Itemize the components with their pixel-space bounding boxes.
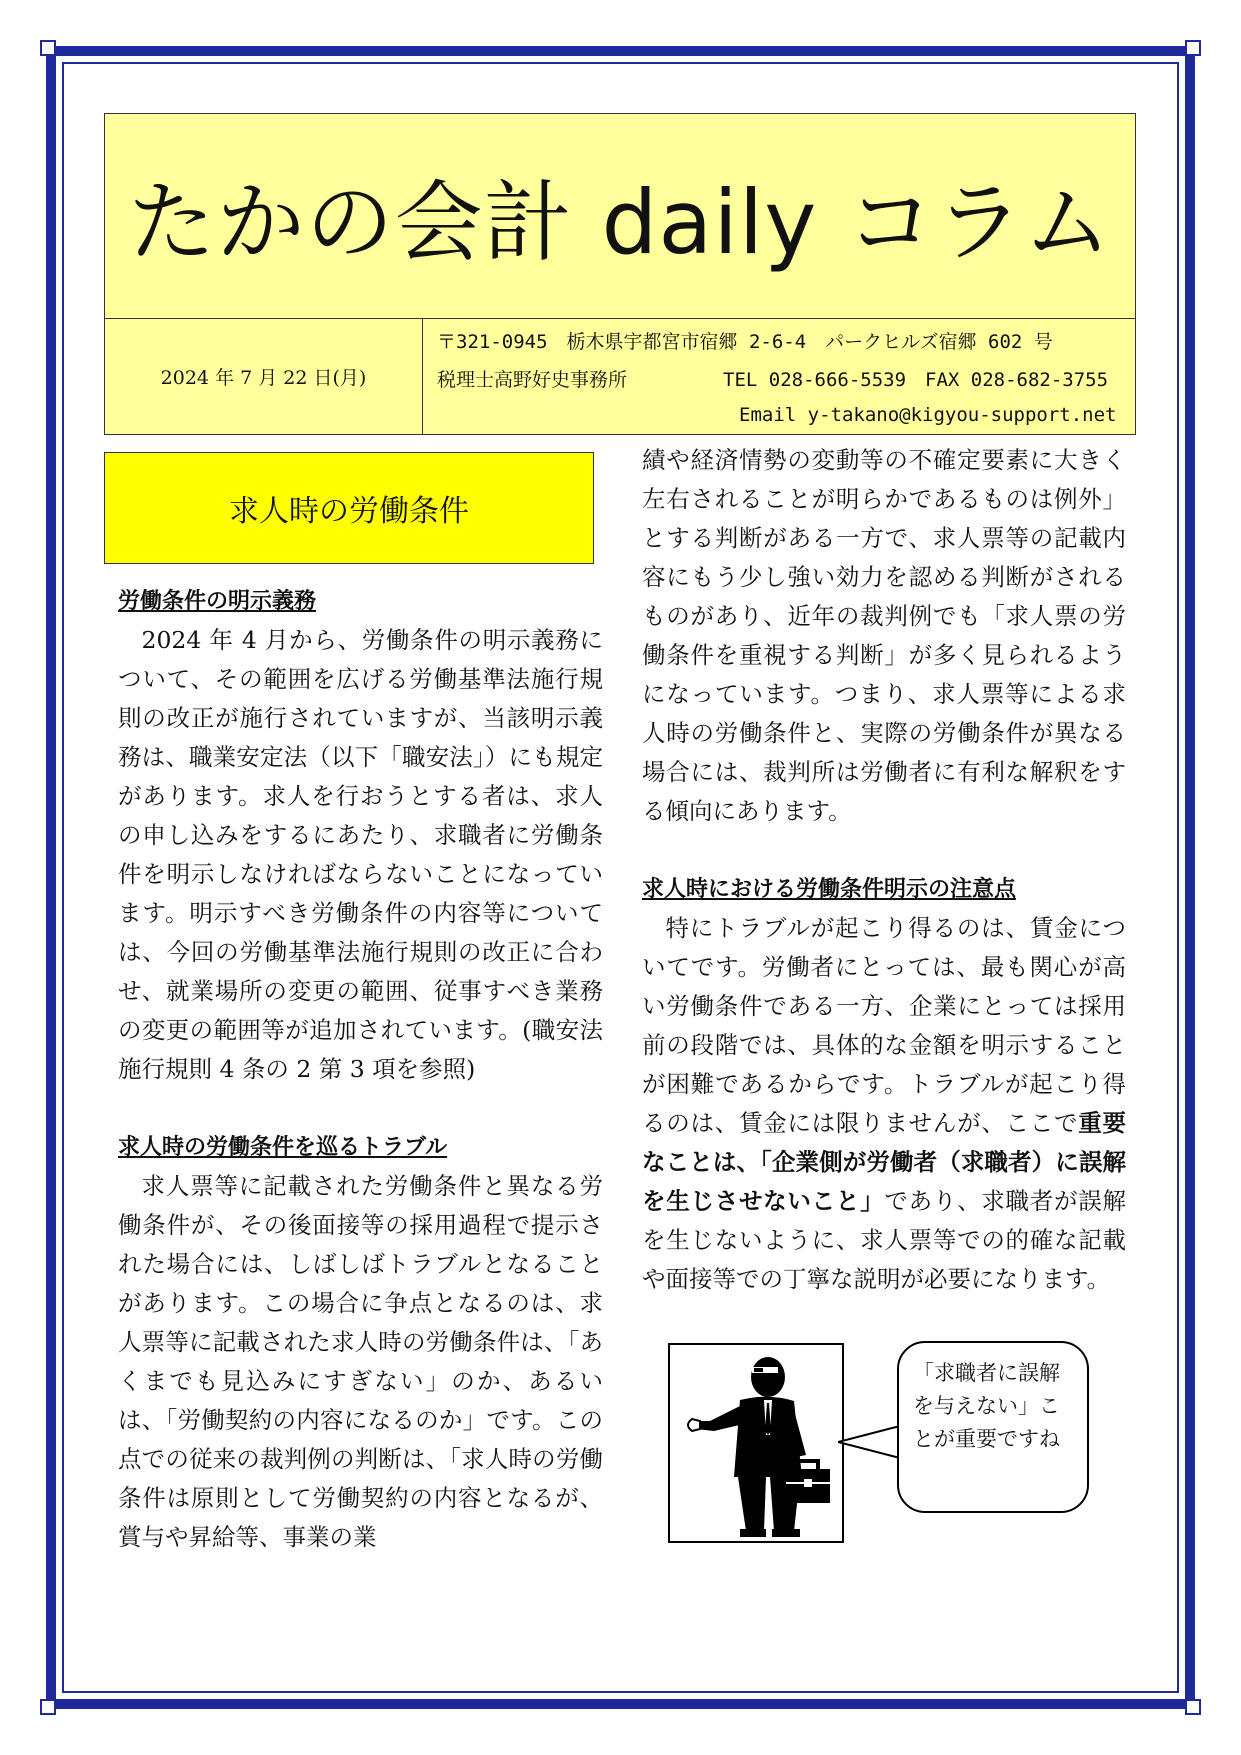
office-phone-fax: TEL 028-666-5539 FAX 028-682-3755: [723, 369, 1109, 391]
masthead-title: たかの会計 daily コラム: [105, 114, 1135, 319]
frame-corner-top-left: [40, 40, 56, 56]
section-heading-caution: 求人時における労働条件明示の注意点: [642, 877, 1017, 902]
frame-corner-top-right: [1185, 40, 1201, 56]
section-text-caution: [642, 909, 1126, 1299]
section-text-trouble-part1: 求人票等に記載された労働条件と異なる労働条件が、その後面接等の採用過程で提示された場合には、しばしばトラブルとなることがあります。この場合に争点となるのは、求人票等に記載された求人時の労働条件は、「あくまでも見込みにすぎない」のか、あるいは、「労働契約の内容になるのか」です。この点での従来の裁判例の判断は、「求人時の労働条件は原則として労働契約の内容となるが、賞与や昇給等、事業の業: [118, 1172, 603, 1551]
businessman-icon: [670, 1345, 842, 1541]
office-name: 税理士高野好史事務所: [437, 369, 628, 391]
office-contact: [423, 319, 1135, 434]
section-heading-disclosure-duty: 労働条件の明示義務: [118, 589, 317, 614]
speech-bubble-tail: [838, 1422, 902, 1462]
caution-text-b: であり、求職者が誤解を生じないように、求人票等での的確な記載や面接等での丁寧な説明が必要になります。: [642, 1187, 1127, 1293]
office-address: 〒321-0945 栃木県宇都宮市宿郷 2-6-4 パークヒルズ宿郷 602 号: [437, 331, 1053, 353]
column-right: [642, 441, 1126, 1299]
column-left: [118, 582, 603, 1557]
caution-text-emphasis: 重要なことは、「企業側が労働者（求職者）に誤解を生じさせないこと」: [642, 1109, 1127, 1215]
frame-corner-bottom-left: [40, 1699, 56, 1715]
businessman-illustration: [668, 1343, 844, 1543]
section-text-disclosure-duty: 2024 年 4 月から、労働条件の明示義務について、その範囲を広げる労働基準法施行規則の改正が施行されていますが、当該明示義務は、職業安定法（以下「職安法」）にも規定があります。求人を行おうとする者は、求人の申し込みをするにあたり、求職者に労働条件を明示しなければならないことになっています。明示すべき労働条件の内容等については、今回の労働基準法施行規則の改正に合わせ、就業場所の変更の範囲、従事すべき業務の変更の範囲等が追加されています。(職安法施行規則 4 条の 2 第 3 項を参照): [118, 626, 603, 1083]
frame-corner-bottom-right: [1185, 1699, 1201, 1715]
office-email: Email y-takano@kigyou-support.net: [739, 404, 1117, 426]
article-title: 求人時の労働条件: [104, 452, 594, 564]
section-text-trouble-part2: 績や経済情勢の変動等の不確定要素に大きく左右されることが明らかであるものは例外」とする判断がある一方で、求人票等の記載内容にもう少し強い効力を認める判断がされるものがあり、近年の裁判例でも「求人票の労働条件を重視する判断」が多く見られるようになっています。つまり、求人票等による求人時の労働条件と、実際の労働条件が異なる場合には、裁判所は労働者に有利な解釈をする傾向にあります。: [642, 446, 1126, 825]
issue-date: 2024 年 7 月 22 日(月): [105, 319, 423, 434]
speech-bubble: 「求職者に誤解を与えない」ことが重要ですね: [897, 1341, 1089, 1513]
section-heading-trouble: 求人時の労働条件を巡るトラブル: [118, 1135, 448, 1160]
masthead: [104, 113, 1136, 435]
caution-text-a: 特にトラブルが起こり得るのは、賃金についてです。労働者にとっては、最も関心が高い労働条件である一方、企業にとっては採用前の段階では、具体的な金額を明示することが困難であるからです。トラブルが起こり得るのは、賃金には限りませんが、ここで: [642, 914, 1126, 1137]
